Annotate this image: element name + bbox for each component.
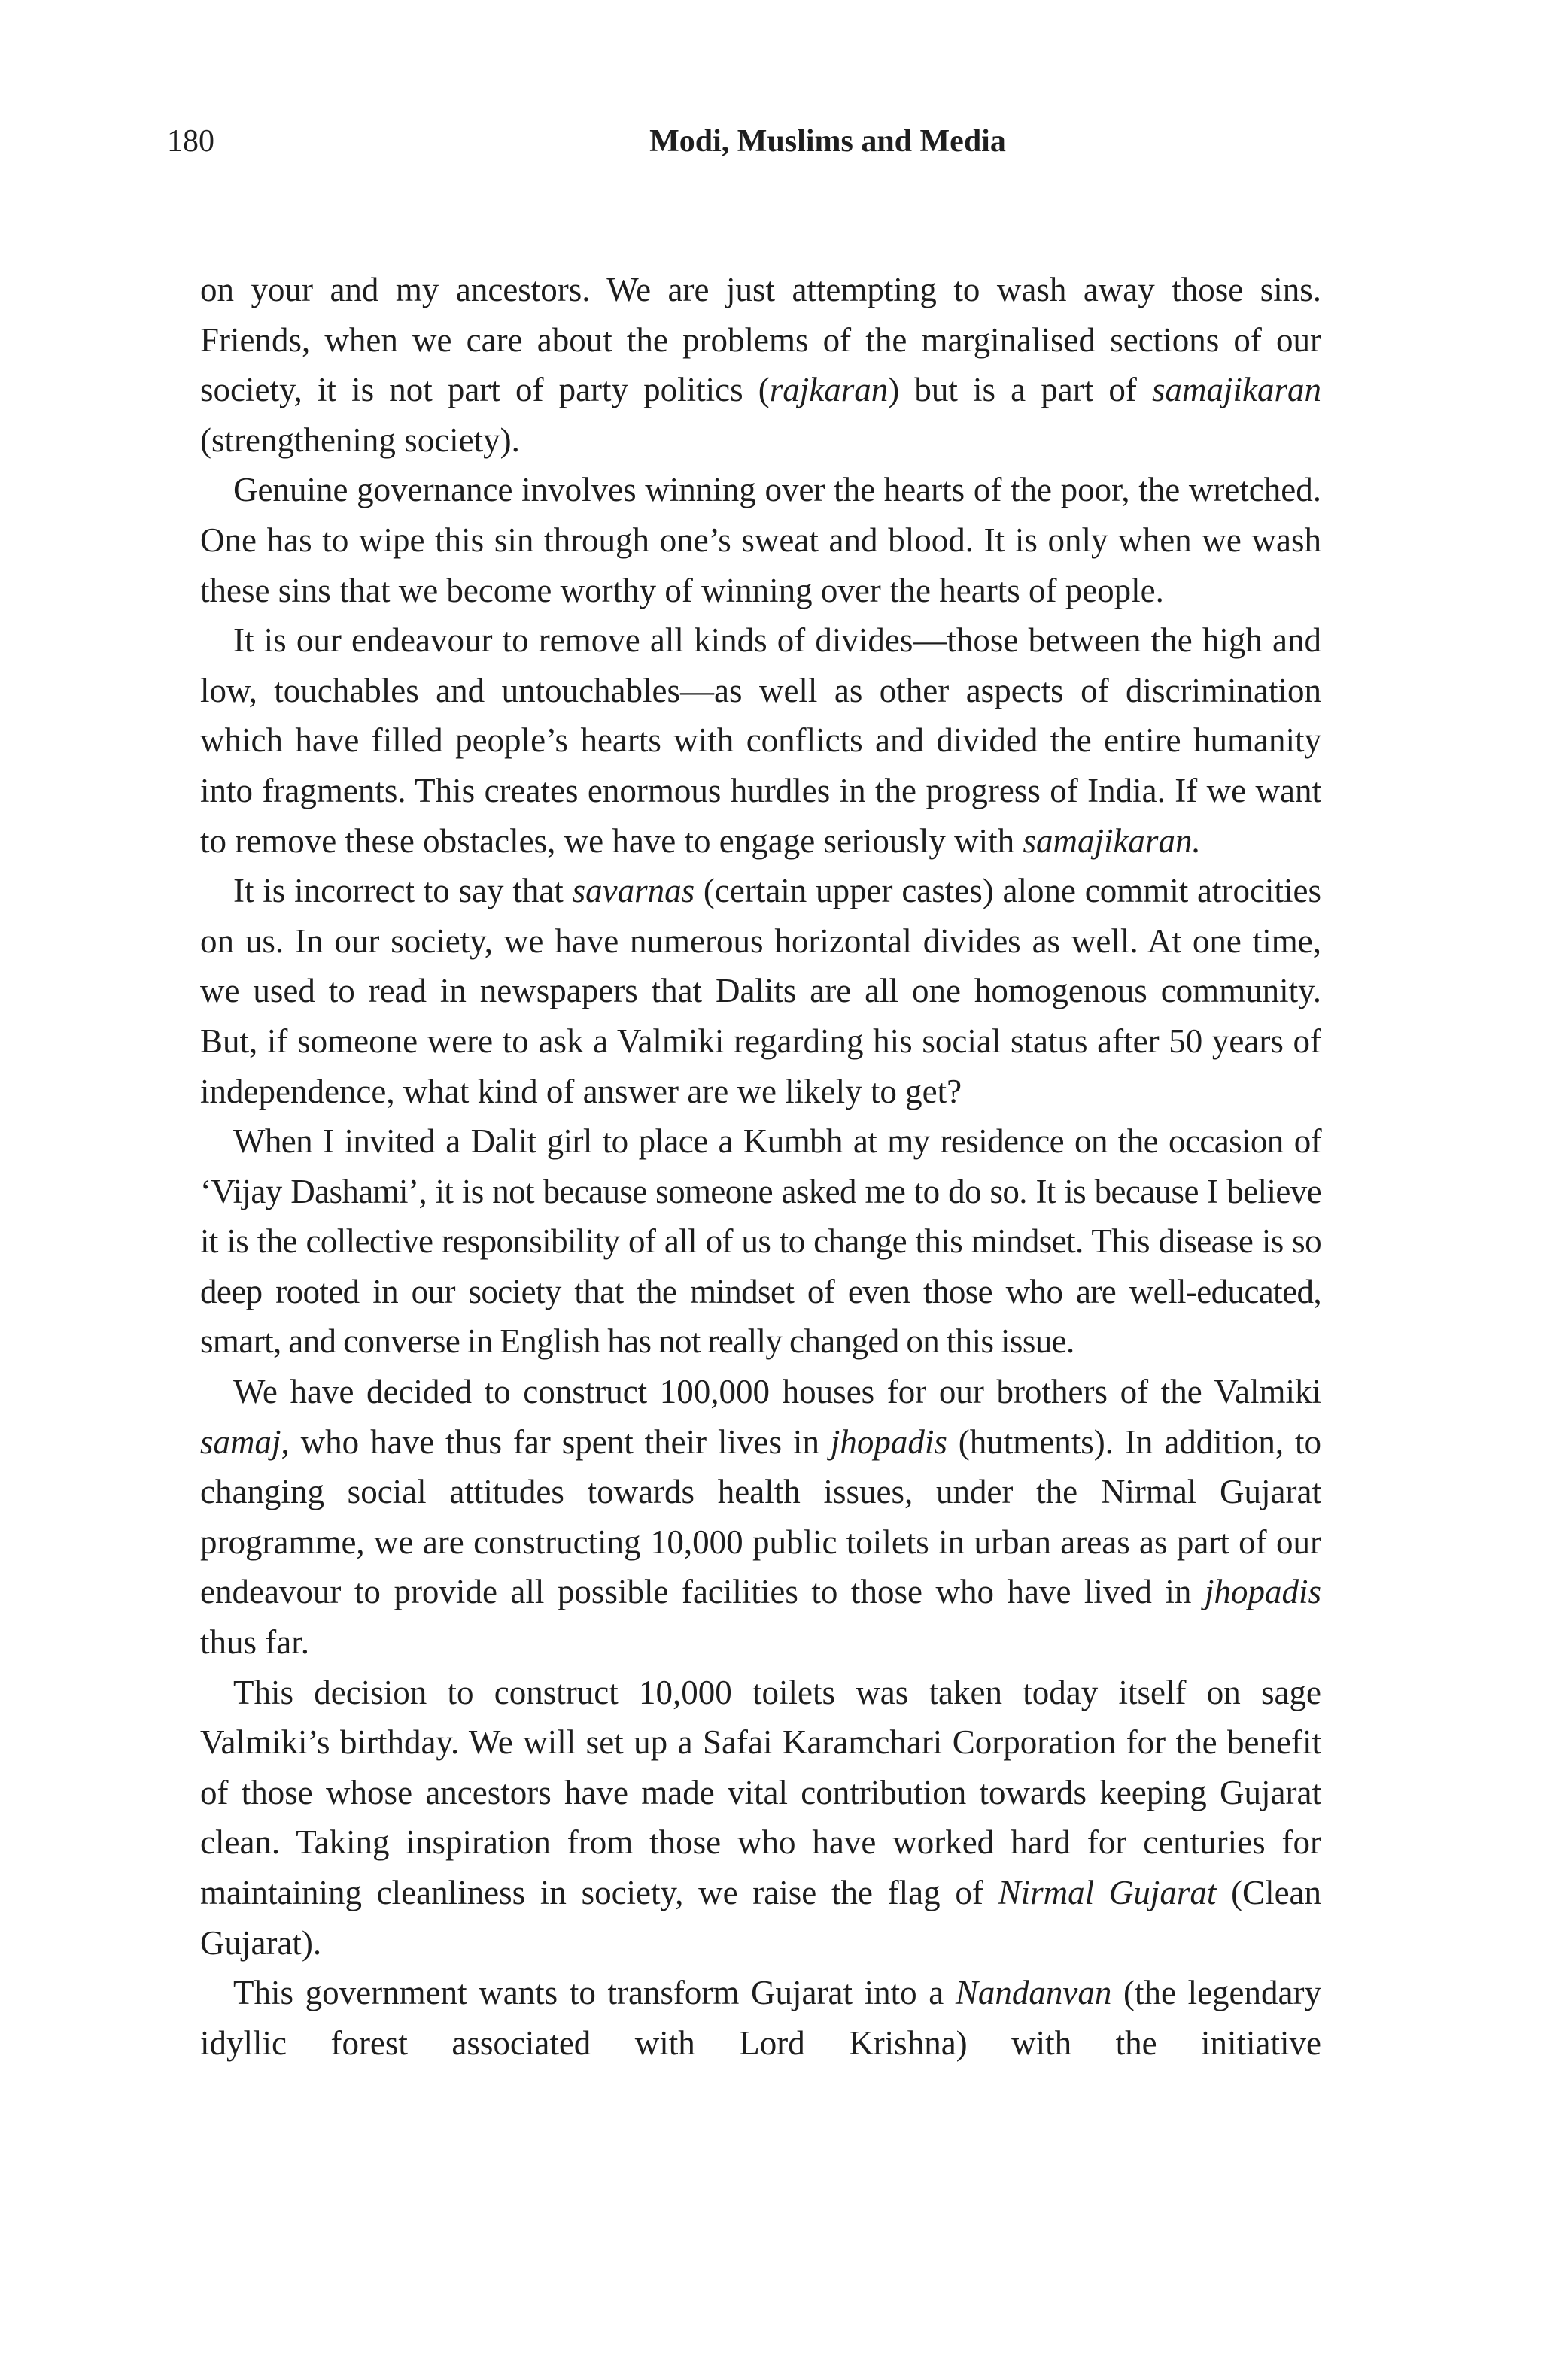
text-segment: It is our endeavour to remove all kinds of divides—those between the high and low, touchables and untouchables—as well as other aspects of discrimination which have filled people’s hearts with conflicts and divided the entire humanity into fragments. This creates enormous hurdles in the progress of India. If we want to remove these obstacles, we have to engage seriously with bbox=[200, 621, 1321, 860]
text-segment: (hutments). In addition, to changing social attitudes towards health issues, under the Nirmal Gujarat programme, we are constructing 10,000 public toilets in urban areas as part of our endeavour to provide all possible facilities to those who have lived in bbox=[200, 1422, 1321, 1611]
italic-term: savarnas bbox=[572, 872, 695, 910]
paragraph bbox=[200, 866, 1321, 1116]
paragraph bbox=[200, 1367, 1321, 1668]
text-segment: (strengthening society). bbox=[200, 420, 520, 459]
paragraph bbox=[200, 1116, 1321, 1367]
italic-term: samaj bbox=[200, 1422, 281, 1461]
text-segment: When I invited a Dalit girl to place a Kumbh at my residence on the occasion of ‘Vijay Dashami’, it is not because someone asked me to do so. It is because I believe it is the collective responsibility of all of us to change this mindset. This disease is so deep rooted in our society that the mindset of even those who are well-educated, smart, and converse in English has not really changed on this issue. bbox=[200, 1122, 1321, 1361]
italic-term: jhopadis bbox=[1204, 1573, 1321, 1611]
text-segment: We have decided to construct 100,000 houses for our brothers of the Valmiki bbox=[233, 1373, 1321, 1411]
paragraph bbox=[200, 465, 1321, 615]
text-segment: , who have thus far spent their lives in bbox=[281, 1422, 831, 1461]
italic-term: rajkaran bbox=[769, 371, 889, 409]
italic-term: jhopadis bbox=[830, 1422, 947, 1461]
text-segment: thus far. bbox=[200, 1623, 309, 1662]
text-segment: This decision to construct 10,000 toilets was taken today itself on sage Valmiki’s birthday. We will set up a Safai Karamchari Corporation for the benefit of those whose ancestors have made vital contribution towards keeping Gujarat clean. Taking inspiration from those who have worked hard for centuries for maintaining cleanliness in society, we raise the flag of bbox=[200, 1673, 1321, 1911]
book-title: Modi, Muslims and Media bbox=[649, 124, 1006, 159]
italic-term: samajikaran. bbox=[1023, 821, 1201, 860]
running-head bbox=[167, 119, 1488, 164]
text-segment: (the legendary idyllic forest associated with Lord Krishna) with the initiative bbox=[200, 1974, 1321, 2062]
text-segment: This government wants to transform Gujarat into a bbox=[233, 1974, 956, 2012]
text-segment: on your and my ancestors. We are just attempting to wash away those sins. Friends, when we care about the problems of the marginalised sections of our society, it is not part of party politics ( bbox=[200, 271, 1321, 409]
italic-term: Nirmal Gujarat bbox=[998, 1874, 1217, 1911]
italic-term: samajikaran bbox=[1152, 371, 1322, 409]
paragraph bbox=[200, 1668, 1321, 1969]
text-segment: Genuine governance involves winning over the hearts of the poor, the wretched. One has to wipe this sin through one’s sweat and blood. It is only when we wash these sins that we become worthy of winning over the hearts of people. bbox=[200, 471, 1321, 609]
body-text bbox=[200, 265, 1321, 2068]
paragraph bbox=[200, 615, 1321, 866]
text-segment: ) but is a part of bbox=[888, 371, 1153, 409]
page-number: 180 bbox=[167, 124, 214, 159]
italic-term: Nandanvan bbox=[955, 1974, 1112, 2012]
paragraph bbox=[200, 1968, 1321, 2068]
text-segment: It is incorrect to say that bbox=[233, 872, 573, 910]
paragraph bbox=[200, 265, 1321, 465]
text-segment: (certain upper castes) alone commit atrocities on us. In our society, we have numerous horizontal divides as well. At one time, we used to read in newspapers that Dalits are all one homogenous community. But, if someone were to ask a Valmiki regarding his social status after 50 years of independence, what kind of answer are we likely to get? bbox=[200, 872, 1321, 1110]
text-segment: (Clean Gujarat). bbox=[200, 1874, 1322, 1962]
